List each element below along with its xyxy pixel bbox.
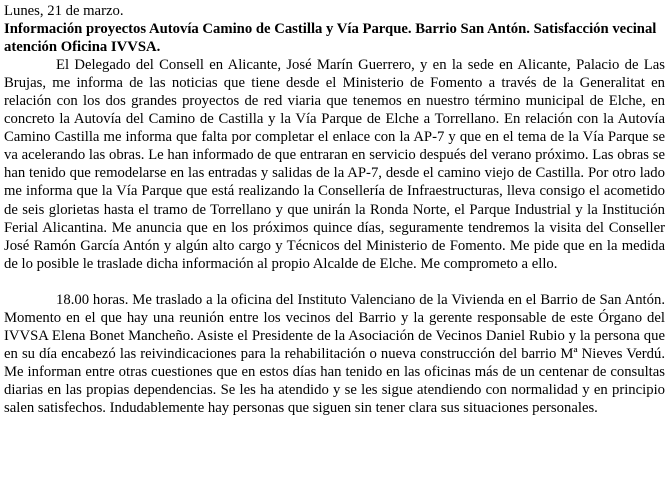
paragraph-delegado: El Delegado del Consell en Alicante, José Marín Guerrero, y en la sede en Alicante, Palacio de Las Brujas, me informa de las noticias que tiene desde el Ministerio de Fomento a través de la Generalitat en relación con los dos grandes proyectos de red viaria que tenemos en nuestro término municipal de Elche, en concreto la Autovía del Camino de Castilla y la Vía Parque de Elche a Torrellano. En relación con la Autovía Camino Castilla me informa que falta por completar el enlace con la AP-7 y que en el tema de la Vía Parque se va acelerando las obras. Le han informado de que entraran en servicio después del verano próximo. Las obras se han tenido que remodelarse en las entradas y salidas de la AP-7, desde el camino viejo de Castilla. Por otro lado me informa que la Vía Parque que está realizando la Consellería de Infraestructuras, lleva consigo el acometido de seis glorietas hasta el tramo de Torrellano y que unirán la Ronda Norte, el Parque Industrial y la Institución Ferial Alicantina. Me anuncia que en los próximos quince días, seguramente tendremos la visita del Conseller José Ramón García Antón y algún alto cargo y Técnicos del Ministerio de Fomento. Me pide que en la medida de lo posible le traslade dicha información al propio Alcalde de Elche. Me comprometo a ello. <box>4 57 665 272</box>
paragraph-san-anton: 18.00 horas. Me traslado a la oficina del Instituto Valenciano de la Vivienda en el Barrio de San Antón. Momento en el que hay una reunión entre los vecinos del Barrio y la gerente responsable de este Órgano del IVVSA Elena Bonet Mancheño. Asiste el Presidente de la Asociación de Vecinos Daniel Rubio y la persona que en su día encabezó las reivindicaciones para la rehabilitación o nueva construcción del barrio Mª Nieves Verdú. Me informan entre otras cuestiones que en estos días han tenido en las oficinas más de un centenar de consultas diarias en las propias dependencias. Se les ha atendido y se les sigue atendiendo con normalidad y en principio salen satisfechos. Indudablemente hay personas que siguen sin tener clara sus situaciones personales. <box>4 291 665 416</box>
dateline: Lunes, 21 de marzo. <box>4 3 124 19</box>
paragraph-spacer <box>4 273 665 291</box>
document-title: Información proyectos Autovía Camino de Castilla y Vía Parque. Barrio San Antón. Satisfacción vecinal atención Oficina IVVSA. <box>4 21 657 56</box>
document-page <box>4 2 665 417</box>
